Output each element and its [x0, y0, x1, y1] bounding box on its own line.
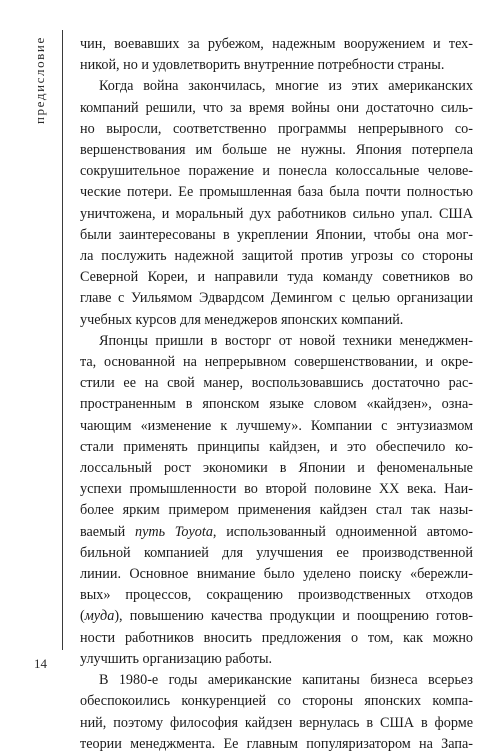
- text-line: теории менеджмента. Ее главным популяризатором на Запа-: [80, 735, 473, 752]
- text-line: никой, но и удовлетворить внутренние потребности страны.: [80, 57, 445, 74]
- text-line: ла послужить надежной защитой против угрозы со стороны: [80, 248, 473, 265]
- text-line: ваемый путь Toyota, использованный одноименной автомо-: [80, 523, 473, 540]
- text-line: В 1980-е годы американские капитаны бизнеса всерьез: [99, 672, 473, 689]
- text-line: Северной Кореи, и направили туда команду советников во: [80, 269, 473, 286]
- text-line: были заинтересованы в укреплении Японии, чтобы она мог-: [80, 226, 473, 243]
- margin-rule: [62, 30, 63, 650]
- text-line: ности работников вносить предложения о том, как можно: [80, 629, 473, 646]
- text-line: учебных курсов для менеджеров японских компаний.: [80, 311, 404, 328]
- text-line: Японцы пришли в восторг от новой техники менеджмен-: [99, 332, 473, 349]
- text-line: ческие потери. Ее промышленная база была почти полностью: [80, 184, 473, 201]
- text-line: но выросли, соответственно программы непрерывного со-: [80, 120, 473, 137]
- paragraph: [80, 34, 473, 76]
- text-line: сокрушительное поражение и понесла колоссальные челове-: [80, 163, 473, 180]
- text-line: ний, поэтому философия кайдзен вернулась в США в форме: [80, 714, 473, 731]
- section-running-head: предисловие: [32, 36, 47, 124]
- text-line: вых» процессов, сокращению производственных отходов: [80, 587, 473, 604]
- paragraph: [80, 670, 473, 755]
- text-line: пространенным в японском языке словом «кайдзен», озна-: [80, 396, 473, 413]
- text-line: лоссальный рост экономики в Японии и феноменальные: [80, 460, 473, 477]
- paragraph: [80, 76, 473, 330]
- text-line: вершенствования им больше не нужны. Япония потерпела: [80, 142, 473, 159]
- text-line: стили ее на свой манер, воспользовавшись достаточно рас-: [80, 375, 473, 392]
- text-line: компаний решили, что за время войны они достаточно силь-: [80, 99, 473, 116]
- text-line: (муда), повышению качества продукции и поощрению готов-: [80, 608, 473, 625]
- body-text: [80, 34, 473, 755]
- text-line: уничтожена, и моральный дух работников сильно упал. США: [80, 205, 473, 222]
- text-line: чин, воевавших за рубежом, надежным вооружением и тех-: [80, 36, 473, 52]
- text-line: линии. Основное внимание было уделено поиску «бережли-: [80, 566, 473, 583]
- text-line: чающим «изменение к лучшему». Компании с энтузиазмом: [80, 417, 473, 434]
- text-line: обеспокоились конкуренцией со стороны японских компа-: [80, 693, 473, 710]
- paragraph: [80, 331, 473, 670]
- text-line: стали применять принципы кайдзен, и это обеспечило ко-: [80, 438, 473, 455]
- text-line: та, основанной на непрерывном совершенствовании, и окре-: [80, 354, 473, 371]
- text-line: успехи промышленности во второй половине XX века. Наи-: [80, 481, 473, 498]
- text-line: Когда война закончилась, многие из этих американских: [99, 78, 473, 95]
- text-line: более ярким примером применения кайдзен стал так назы-: [80, 502, 473, 519]
- text-line: главе с Уильямом Эдвардсом Демингом с целью организации: [80, 290, 473, 307]
- text-line: бильной компанией для улучшения ее производственной: [80, 544, 473, 561]
- text-line: улучшить организацию работы.: [80, 650, 273, 667]
- page-number: 14: [34, 656, 47, 671]
